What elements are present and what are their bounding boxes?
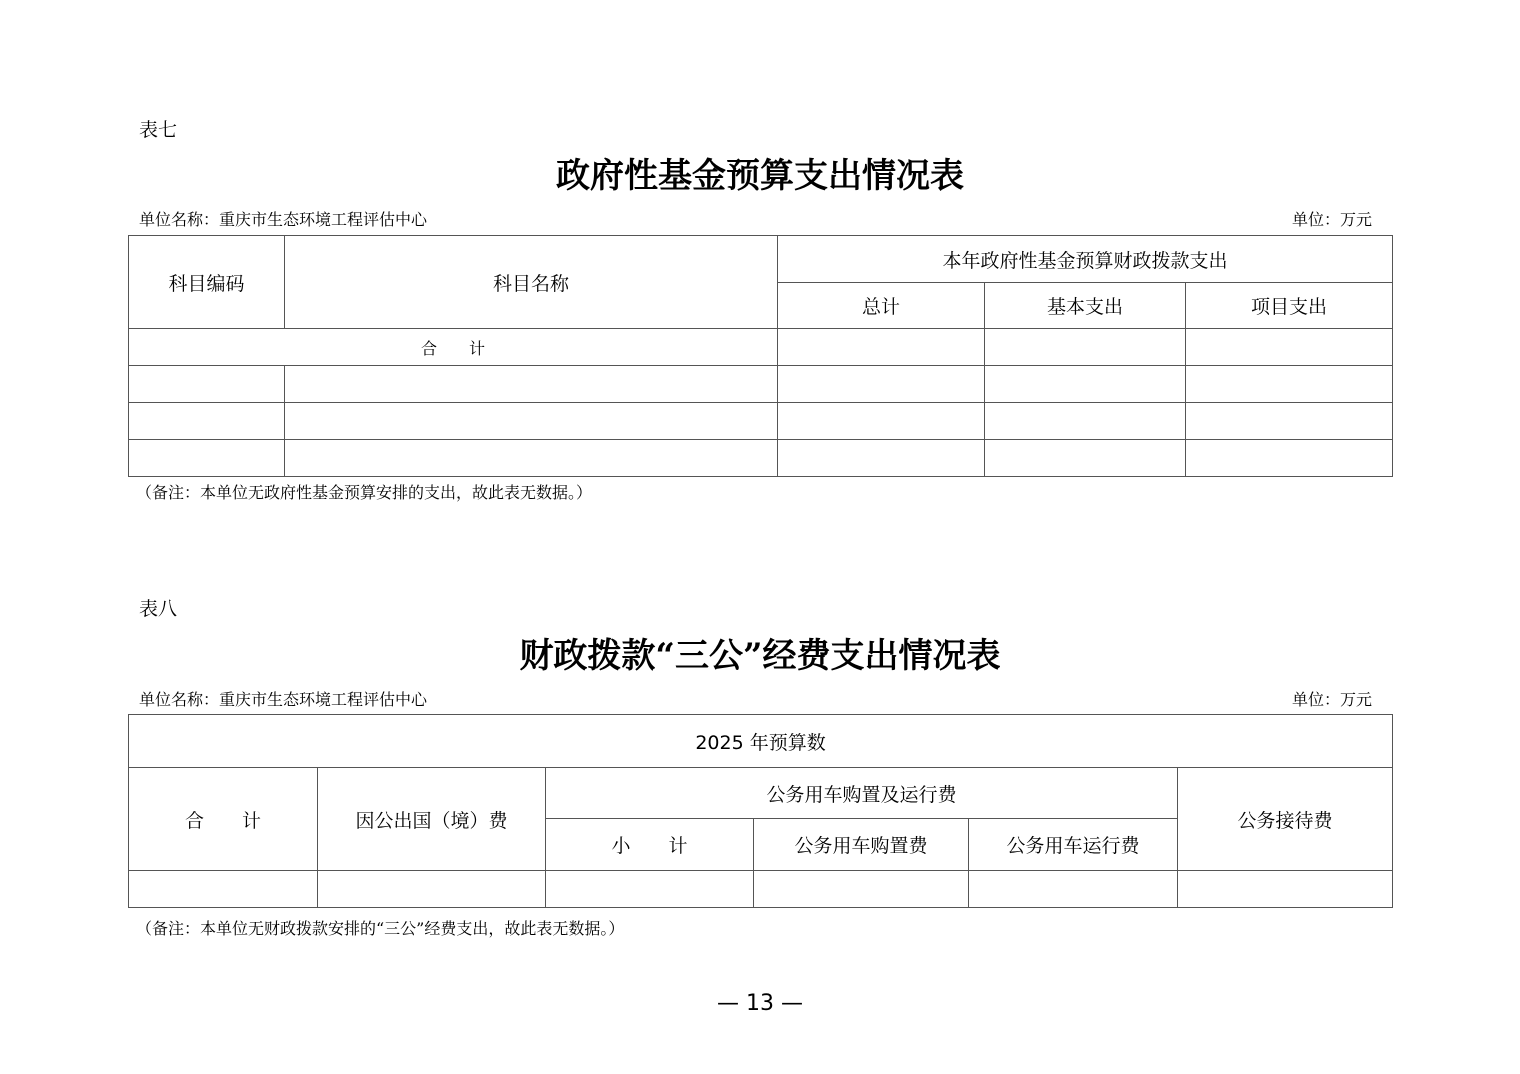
table-cell [778,403,985,440]
table-cell [285,440,778,477]
table8 [128,714,1393,908]
header-subject-code: 科目编码 [129,236,285,329]
header-fund-expenditure: 本年政府性基金预算财政拨款支出 [778,236,1393,283]
table-cell [778,440,985,477]
table-cell [129,403,285,440]
header-reception-expense: 公务接待费 [1178,768,1393,871]
table-cell [1186,329,1393,366]
table8-note: （备注：本单位无财政拨款安排的“三公”经费支出，故此表无数据。） [136,919,625,938]
table-cell [985,440,1186,477]
header-vehicle-group: 公务用车购置及运行费 [546,768,1178,819]
table-cell [129,366,285,403]
table-cell [1186,440,1393,477]
table8-label: 表八 [139,598,178,620]
table-cell [985,329,1186,366]
table-row [129,440,1393,477]
table7-note: （备注：本单位无政府性基金预算安排的支出，故此表无数据。） [136,483,593,502]
table-row [129,403,1393,440]
header-vehicle-purchase: 公务用车购置费 [754,819,969,871]
table7-unit: 单位：万元 [1292,210,1373,229]
table-cell [1186,366,1393,403]
table-cell [318,871,546,908]
table-cell [754,871,969,908]
table-cell [985,366,1186,403]
table7-unit-name: 单位名称：重庆市生态环境工程评估中心 [139,210,428,229]
table-cell [985,403,1186,440]
table7-label: 表七 [139,119,178,141]
table-cell [969,871,1178,908]
table-cell [129,871,318,908]
page-number: — 13 — [717,991,803,1016]
table-cell [1186,403,1393,440]
header-project-expenditure: 项目支出 [1186,283,1393,329]
table8-unit: 单位：万元 [1292,690,1373,709]
table7-title: 政府性基金预算支出情况表 [556,156,964,196]
header-total: 合 计 [129,768,318,871]
header-year-budget: 2025 年预算数 [129,715,1393,768]
table-cell [1178,871,1393,908]
table-row [129,329,1393,366]
table8-title: 财政拨款“三公”经费支出情况表 [519,636,1001,676]
table-row [129,366,1393,403]
table-cell [778,329,985,366]
table8-unit-name: 单位名称：重庆市生态环境工程评估中心 [139,690,428,709]
header-total: 总计 [778,283,985,329]
header-basic-expenditure: 基本支出 [985,283,1186,329]
table7 [128,235,1393,477]
header-abroad-expense: 因公出国（境）费 [318,768,546,871]
table-cell [546,871,754,908]
header-vehicle-operation: 公务用车运行费 [969,819,1178,871]
table-cell [778,366,985,403]
header-subtotal: 小 计 [546,819,754,871]
table-cell [129,440,285,477]
table-row [129,871,1393,908]
table-cell [285,403,778,440]
header-subject-name: 科目名称 [285,236,778,329]
sum-label: 合 计 [129,329,778,366]
table-cell [285,366,778,403]
